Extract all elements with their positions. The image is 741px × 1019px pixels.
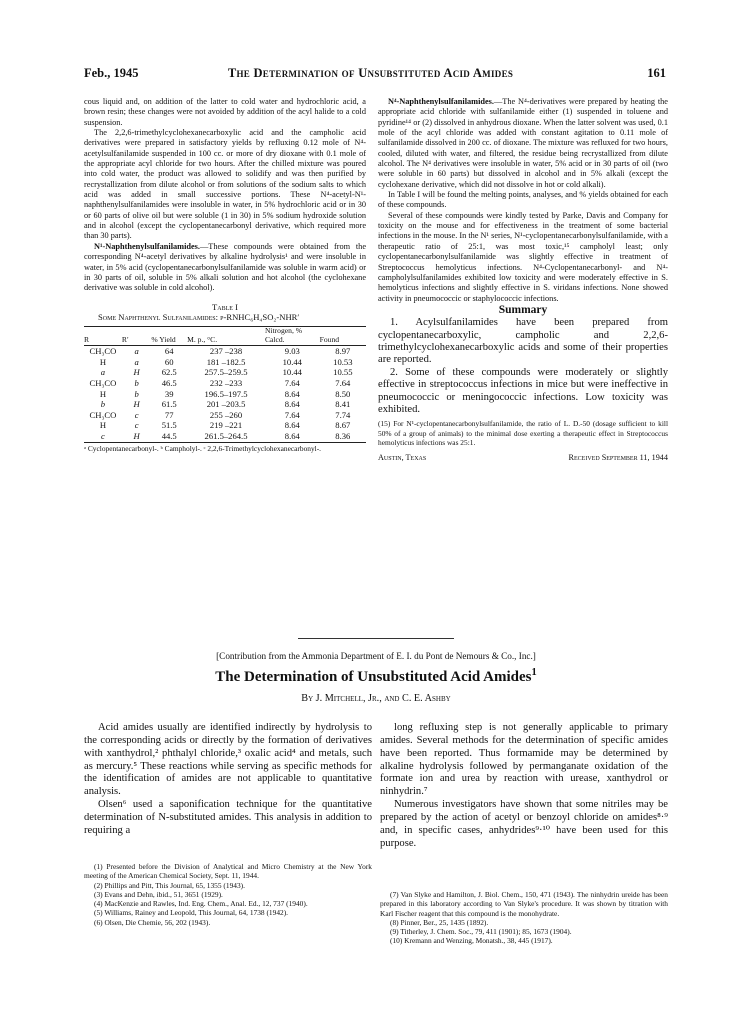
table-row xyxy=(84,346,366,357)
table-cell-calcd: 10.44 xyxy=(282,367,302,378)
table-cell-yield: 62.5 xyxy=(161,367,177,378)
table-row xyxy=(84,378,366,389)
col-header-found: Found xyxy=(320,327,366,346)
section-heading: N¹-Naphthenylsulfanilamides. xyxy=(94,241,200,251)
table-cell-mp: 181 –182.5 xyxy=(206,356,246,367)
table-cell-r: H xyxy=(99,356,107,367)
footnote: (3) Evans and Dehn, ibid., 51, 3651 (1929). xyxy=(94,889,223,899)
table-cell-r: CH₃CO xyxy=(89,409,117,420)
table-cell-mp: 196.5–197.5 xyxy=(204,388,248,399)
table-row xyxy=(84,357,366,368)
summary-point-2: 2. Some of these compounds were moderately or slightly effective in streptococcus infections in mice but were ineffective in pneumococcic or meningococcic infections. Low toxicity was exhibited. xyxy=(378,366,668,416)
table-cell-rp: b xyxy=(134,378,139,388)
table-cell-found: 8.41 xyxy=(335,399,351,410)
table-cell-yield: 44.5 xyxy=(151,431,187,442)
table-cell-calcd: 8.64 xyxy=(284,420,300,431)
col-header-mp: M. p., °C. xyxy=(187,327,265,346)
table-cell-mp: 261.5–264.5 xyxy=(187,431,265,442)
paragraph: Several of these compounds were kindly tested by Parke, Davis and Company for toxicity on the mouse and for effectiveness in the treatment of some bacterial infections in the mouse. In the N¹ series, N¹-cyclopentanecarbonylsulfanilamide, with a therapeutic ratio of 25:1, was most toxic,¹⁵ campholyl least; only cyclopentanecarbonylsulfanilamide was slightly effective in treatment of Streptococcus hemolyticus infections. N⁴-Cyclopentanecarbonyl- and N⁴-campholylsulfanilamides exhibited low toxicity and were moderately effective in S. hemolyticus infections and slightly effective in S. viridans infections. None showed activity in pneumococcic or staphylococcic infections. xyxy=(378,210,668,303)
col-header-r: R xyxy=(84,327,122,346)
table-cell-found: 8.97 xyxy=(335,346,351,357)
header-date: Feb., 1945 xyxy=(84,66,139,80)
col-header-rprime: R′ xyxy=(122,327,151,346)
footnotes-right xyxy=(380,890,668,946)
table-cell-r: c xyxy=(84,431,122,442)
table-cell-mp: 232 –233 xyxy=(209,378,243,388)
footnote: (2) Phillips and Pitt, This Journal, 65, 1355 (1943). xyxy=(94,880,245,890)
page-number: 161 xyxy=(647,66,666,80)
compound-table xyxy=(84,326,366,442)
table-footnote: ᵃ Cyclopentanecarbonyl-. ᵇ Campholyl-. ᶜ 2,2,6-Trimethylcyclohexanecarbonyl-. xyxy=(84,443,322,453)
table-cell-rp: c xyxy=(134,409,139,420)
paragraph: Numerous investigators have shown that some nitriles may be prepared by the action of acetyl or benzoyl chloride on amides⁸·⁹ and, in specific cases, anhydrides⁹·¹⁰ have been used for this purpose. xyxy=(380,799,668,849)
table-row xyxy=(84,389,366,400)
title-footnote-marker: 1 xyxy=(531,667,537,678)
table-cell-yield: 46.5 xyxy=(161,378,177,388)
footnote-15: (15) For N¹-cyclopentanecarbonylsulfanilamide, the ratio of L. D.-50 (dosage sufficient to kill 50% of a group of animals) to the minimal dose exerting a therapeutic effect in Streptococcus hemolyticus infections was 25:1. xyxy=(378,419,668,447)
table-row xyxy=(84,420,366,431)
article-right-column xyxy=(380,722,668,850)
table-cell-calcd: 7.64 xyxy=(284,409,300,420)
paragraph: long refluxing step is not generally applicable to primary amides. Several methods for the determination of specific amides have been reported. Thus formamide may be determined by alkaline hydrolysis followed by permanganate oxidation of the formate ion and urea by reaction with urease, xanthydrol or ninhydrin.⁷ xyxy=(380,722,668,798)
table-cell-found: 10.55 xyxy=(333,367,353,378)
section-heading: N⁴-Naphthenylsulfanilamides. xyxy=(388,97,494,106)
table-cell-found: 8.50 xyxy=(335,388,351,399)
table-cell-r: CH₃CO xyxy=(89,378,117,388)
table-cell-mp: 219 –221 xyxy=(209,420,243,431)
col-header-calcd: Nitrogen, % Calcd. xyxy=(265,327,320,346)
top-left-column xyxy=(84,97,366,453)
table-cell-yield: 60 xyxy=(164,356,174,367)
table-cell-found: 7.74 xyxy=(335,409,351,420)
table-cell-rp: a xyxy=(134,346,139,357)
table-cell-found: 7.64 xyxy=(335,378,351,388)
col-header-yield: % Yield xyxy=(151,327,187,346)
article-title: The Determination of Unsubstituted Acid Amides$^1$ xyxy=(215,667,537,685)
table-cell-rp: H xyxy=(133,399,140,410)
paragraph: The 2,2,6-trimethylcyclohexanecarboxylic acid and the campholic acid derivatives were prepared in satisfactory yields by refluxing 0.12 mole of N⁴-acetylsulfanilamide suspended in 100 cc. or more of dry dioxane with 0.1 mole of the appropriate acyl chloride for two hours. After the chilled mixture was poured into cold water, the product was allowed to solidify and was then purified by recrystallization from dilute alcohol or from solutions of the sodium salts to which acid was added in small successive portions. These N⁴-acetyl-N¹-naphthenylsulfanilamides were insoluble in water, in 5% hydrochloric acid or in 30 or 60 parts of olive oil but were soluble (1 in 30) in 5% sodium hydroxide solution and in alcohol (except the cyclopentanecarbonyl derivative, which required more than 30 parts). xyxy=(84,128,366,241)
table-caption: Table I xyxy=(212,301,238,312)
table-cell-mp: 255 –260 xyxy=(209,409,243,420)
contribution-line: [Contribution from the Ammonia Department of E. I. du Pont de Nemours & Co., Inc.] xyxy=(216,651,536,661)
table-cell-found: 8.36 xyxy=(320,431,366,442)
table-row xyxy=(84,431,366,442)
table-cell-rp: H xyxy=(133,367,140,378)
table-cell-r: CH₃CO xyxy=(89,346,117,357)
table-cell-calcd: 9.03 xyxy=(284,346,300,357)
byline: By J. Mitchell, Jr., and C. E. Ashby xyxy=(301,693,451,704)
paragraph: N¹-Naphthenylsulfanilamides.—These compounds were obtained from the corresponding N⁴-acetyl derivatives by alkaline hydrolysis¹ and were insoluble in water, in 5% acid (cyclopentanecarbonylsulfanilamide was soluble in warm acid) or in 30 parts of oil, soluble in 5% alkali solution and hot alcohol (the cyclohexane derivative was soluble in cold alcohol). xyxy=(84,241,366,293)
section-divider xyxy=(298,638,454,639)
table-cell-calcd: 7.64 xyxy=(284,378,300,388)
table-cell-mp: 201 –203.5 xyxy=(206,399,246,410)
paragraph: Olsen⁶ used a saponification technique for the quantitative determination of N-substituted amides. This analysis in addition to requiring a xyxy=(84,799,372,836)
footnote: (9) Titherley, J. Chem. Soc., 79, 411 (1901); 85, 1673 (1904). xyxy=(390,927,572,937)
table-row xyxy=(84,410,366,421)
footnote: (4) MacKenzie and Rawles, Ind. Eng. Chem., Anal. Ed., 12, 737 (1940). xyxy=(94,899,308,909)
footnote: (1) Presented before the Division of Analytical and Micro Chemistry at the New York meeting of the American Chemical Society, Sept. 11, 1944. xyxy=(84,862,372,881)
table-cell-rp: b xyxy=(134,388,139,399)
summary-point-1: 1. Acylsulfanilamides have been prepared from cyclopentanecarboxylic, campholic and 2,2,6-trimethylcyclohexanecarboxylic acids and some of their properties are reported. xyxy=(378,317,668,366)
table-cell-r: a xyxy=(100,367,106,378)
place: Austin, Texas xyxy=(378,453,427,463)
table-title: Some Naphthenyl Sulfanilamides: p-RNHC₆H₄SO₂-NHR′ xyxy=(98,311,300,322)
paragraph: Acid amides usually are identified indirectly by hydrolysis to the corresponding acids or directly by the formation of derivatives with xanthydrol,² phthalyl chloride,³ oxalic acid⁴ and metals, such as mercury.⁵ These reactions while serving as specific methods for the identification of amides are not applicable to quantitative analysis. xyxy=(84,722,372,798)
table-header-row xyxy=(84,327,366,346)
table-cell-mp: 237 –238 xyxy=(209,346,243,357)
footnote: (7) Van Slyke and Hamilton, J. Biol. Chem., 150, 471 (1943). The ninhydrin ureide has been prepared in this laboratory according to Van Slyke's procedure. It was shown by titration with Karl Fischer reagent that this compound is the monohydrate. xyxy=(380,890,668,918)
col-header-nitrogen: Nitrogen, % xyxy=(264,326,303,336)
table-cell-r: H xyxy=(99,388,107,399)
summary-heading: Summary xyxy=(498,303,548,316)
article-left-column xyxy=(84,722,372,838)
table-body xyxy=(84,346,366,442)
table-cell-yield: 39 xyxy=(164,388,174,399)
table-cell-calcd: 8.64 xyxy=(265,431,320,442)
table-cell-r: b xyxy=(100,399,106,410)
paragraph: cous liquid and, on addition of the latter to cold water and hydrochloric acid, a brown resin; these changes were not avoided by addition of the acyl halide to a cold suspension. xyxy=(84,97,366,127)
table-cell-r: H xyxy=(99,420,107,431)
top-right-column xyxy=(378,97,668,463)
table-cell-yield: 77 xyxy=(164,409,174,420)
summary xyxy=(378,317,668,416)
running-title: The Determination of Unsubstituted Acid Amides xyxy=(227,66,514,80)
footnotes-left xyxy=(84,862,372,927)
table-cell-rp: H xyxy=(122,431,151,442)
footnote: (8) Pinner, Ber., 25, 1435 (1892). xyxy=(390,917,489,927)
footnote: (5) Williams, Rainey and Leopold, This Journal, 64, 1738 (1942). xyxy=(94,908,289,918)
table-cell-calcd: 8.64 xyxy=(284,388,300,399)
table-row xyxy=(84,367,366,378)
table-cell-rp: a xyxy=(134,356,139,367)
footnote: (6) Olsen, Die Chemie, 56, 202 (1943). xyxy=(94,917,211,927)
table-cell-yield: 51.5 xyxy=(161,420,177,431)
paragraph: In Table I will be found the melting points, analyses, and % yields obtained for each of these compounds. xyxy=(378,190,668,210)
table-cell-calcd: 8.64 xyxy=(284,399,300,410)
table-row xyxy=(84,399,366,410)
paragraph: N⁴-Naphthenylsulfanilamides.—The N⁴-derivatives were prepared by heating the appropriate acid chloride with sulfanilamide either (1) suspended in toluene and pyridine¹⁴ or (2) dissolved in anhydrous dioxane. When the latter solvent was used, 0.1 mole of the acyl chloride was added with constant agitation to 0.11 mole of sulfanilamide dissolved in 200 cc. of dioxane. The mixture was refluxed for two hours, cooled, diluted with water, and filtered, the residue being recrystallized from dilute alcohol. The N⁴ derivatives were insoluble in water, 5% acid or in 30 parts of oil (two were soluble in 60 parts) but dissolved in alcohol and in 5% alkali (except the cyclohexane derivative, which did not dissolve in hot or cold alkali). xyxy=(378,97,668,189)
table-cell-calcd: 10.44 xyxy=(282,356,302,367)
table-cell-found: 10.53 xyxy=(333,356,353,367)
footnote: (10) Kremann and Wenzing, Monatsh., 38, 445 (1917). xyxy=(390,936,553,946)
received-date: Received September 11, 1944 xyxy=(568,453,668,463)
table-cell-yield: 61.5 xyxy=(161,399,177,410)
table-cell-rp: c xyxy=(134,420,139,431)
table-cell-yield: 64 xyxy=(164,346,174,357)
table-cell-found: 8.67 xyxy=(335,420,351,431)
dateline xyxy=(378,453,668,463)
table-cell-mp: 257.5–259.5 xyxy=(204,367,248,378)
